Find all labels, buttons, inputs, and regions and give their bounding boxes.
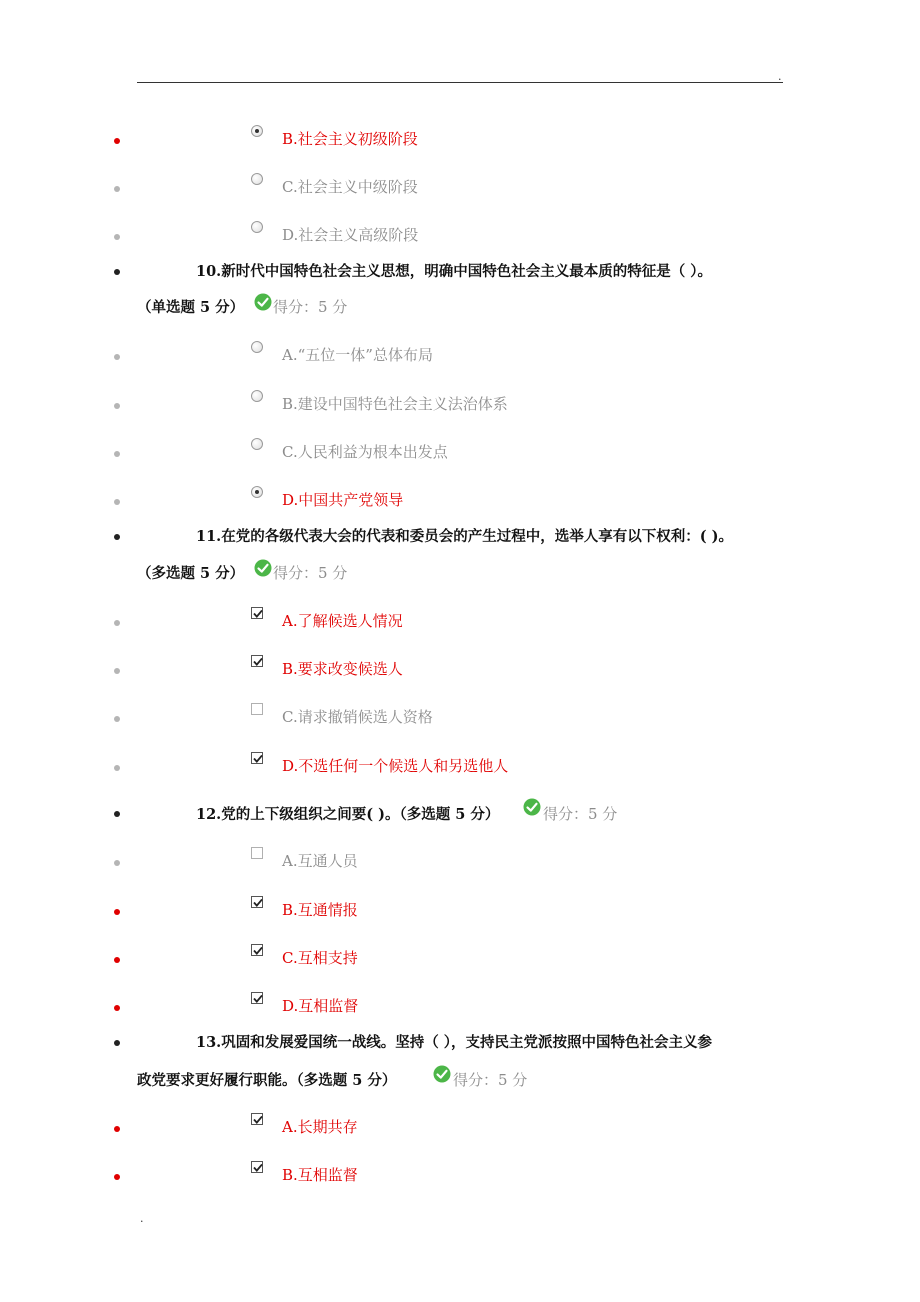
option-label: C.请求撤销候选人资格	[282, 708, 433, 726]
bullet	[114, 354, 120, 360]
checkbox-checked[interactable]	[251, 607, 263, 619]
list-item	[0, 224, 920, 248]
bullet	[114, 860, 120, 866]
score-text: 得分：5 分	[273, 298, 348, 316]
bullet	[114, 620, 120, 626]
list-item	[0, 706, 920, 730]
list-item	[0, 1164, 920, 1188]
checkmark-icon	[252, 656, 264, 668]
check-ok-icon	[254, 559, 272, 577]
bullet	[114, 534, 120, 540]
header-dot: .	[778, 70, 782, 83]
option-label: B.互通情报	[282, 901, 358, 919]
score-text: 得分：5 分	[543, 805, 618, 823]
bullet	[114, 716, 120, 722]
question-12	[0, 800, 920, 824]
question-13-meta	[0, 1066, 920, 1090]
list-item	[0, 128, 920, 152]
score-text: 得分：5 分	[453, 1071, 528, 1089]
question-type: （单选题 5 分）	[137, 299, 245, 316]
list-item	[0, 489, 920, 513]
checkbox-checked[interactable]	[251, 896, 263, 908]
bullet	[114, 957, 120, 963]
check-ok-icon	[523, 798, 541, 816]
list-item	[0, 610, 920, 634]
list-item	[0, 344, 920, 368]
bullet	[114, 909, 120, 915]
bullet	[114, 269, 120, 275]
radio-selected[interactable]	[251, 486, 263, 498]
list-item	[0, 850, 920, 874]
checkbox-checked[interactable]	[251, 1113, 263, 1125]
bullet	[114, 403, 120, 409]
question-11-meta	[0, 559, 920, 583]
question-text: 10.新时代中国特色社会主义思想，明确中国特色社会主义最本质的特征是（ ）。	[196, 263, 713, 280]
score-text: 得分：5 分	[273, 564, 348, 582]
option-label: D.社会主义高级阶段	[282, 226, 419, 244]
check-ok-icon	[433, 1065, 451, 1083]
bullet	[114, 1005, 120, 1011]
bullet	[114, 234, 120, 240]
check-ok-icon	[254, 293, 272, 311]
bullet	[114, 1174, 120, 1180]
radio-unselected[interactable]	[251, 221, 263, 233]
list-item	[0, 393, 920, 417]
question-type: （多选题 5 分）	[137, 565, 245, 582]
radio-unselected[interactable]	[251, 438, 263, 450]
list-item	[0, 176, 920, 200]
checkmark-icon	[252, 945, 264, 957]
footer-dot: .	[140, 1212, 144, 1225]
checkmark-icon	[252, 1162, 264, 1174]
checkbox-checked[interactable]	[251, 752, 263, 764]
bullet	[114, 138, 120, 144]
checkmark-icon	[252, 608, 264, 620]
bullet	[114, 1126, 120, 1132]
option-label: D.中国共产党领导	[282, 491, 404, 509]
option-label: B.要求改变候选人	[282, 660, 403, 678]
radio-unselected[interactable]	[251, 173, 263, 185]
option-label: A.互通人员	[282, 852, 358, 870]
list-item	[0, 441, 920, 465]
bullet	[114, 1040, 120, 1046]
list-item	[0, 995, 920, 1019]
option-label: A.“五位一体”总体布局	[282, 346, 433, 364]
bullet	[114, 668, 120, 674]
bullet	[114, 499, 120, 505]
question-text-cont: 政党要求更好履行职能。（多选题 5 分）	[137, 1072, 397, 1089]
checkbox-unchecked[interactable]	[251, 847, 263, 859]
bullet	[114, 451, 120, 457]
option-label: B.互相监督	[282, 1166, 358, 1184]
question-11	[0, 523, 920, 547]
checkmark-icon	[252, 897, 264, 909]
question-text: 13.巩固和发展爱国统一战线。坚持（ ），支持民主党派按照中国特色社会主义参	[196, 1034, 713, 1051]
option-label: A.长期共存	[282, 1118, 358, 1136]
checkmark-icon	[252, 753, 264, 765]
bullet	[114, 811, 120, 817]
question-10	[0, 258, 920, 282]
list-item	[0, 755, 920, 779]
list-item	[0, 947, 920, 971]
checkbox-checked[interactable]	[251, 1161, 263, 1173]
option-label: C.人民利益为根本出发点	[282, 443, 448, 461]
bullet	[114, 765, 120, 771]
checkmark-icon	[252, 993, 264, 1005]
question-text: 11.在党的各级代表大会的代表和委员会的产生过程中，选举人享有以下权利：( )。	[196, 528, 733, 545]
list-item	[0, 899, 920, 923]
bullet	[114, 186, 120, 192]
option-label: B.建设中国特色社会主义法治体系	[282, 395, 508, 413]
question-text: 12.党的上下级组织之间要( )。（多选题 5 分）	[196, 806, 500, 823]
checkbox-checked[interactable]	[251, 655, 263, 667]
option-label: C.社会主义中级阶段	[282, 178, 418, 196]
checkbox-checked[interactable]	[251, 992, 263, 1004]
radio-unselected[interactable]	[251, 390, 263, 402]
radio-unselected[interactable]	[251, 341, 263, 353]
option-label: C.互相支持	[282, 949, 358, 967]
question-13	[0, 1029, 920, 1053]
option-label: A.了解候选人情况	[282, 612, 403, 630]
checkbox-checked[interactable]	[251, 944, 263, 956]
checkmark-icon	[252, 1114, 264, 1126]
option-label: B.社会主义初级阶段	[282, 130, 418, 148]
header-rule	[137, 82, 783, 83]
option-label: D.不选任何一个候选人和另选他人	[282, 757, 509, 775]
list-item	[0, 658, 920, 682]
list-item	[0, 1116, 920, 1140]
question-10-meta	[0, 293, 920, 317]
checkbox-unchecked[interactable]	[251, 703, 263, 715]
option-label: D.互相监督	[282, 997, 359, 1015]
radio-selected[interactable]	[251, 125, 263, 137]
